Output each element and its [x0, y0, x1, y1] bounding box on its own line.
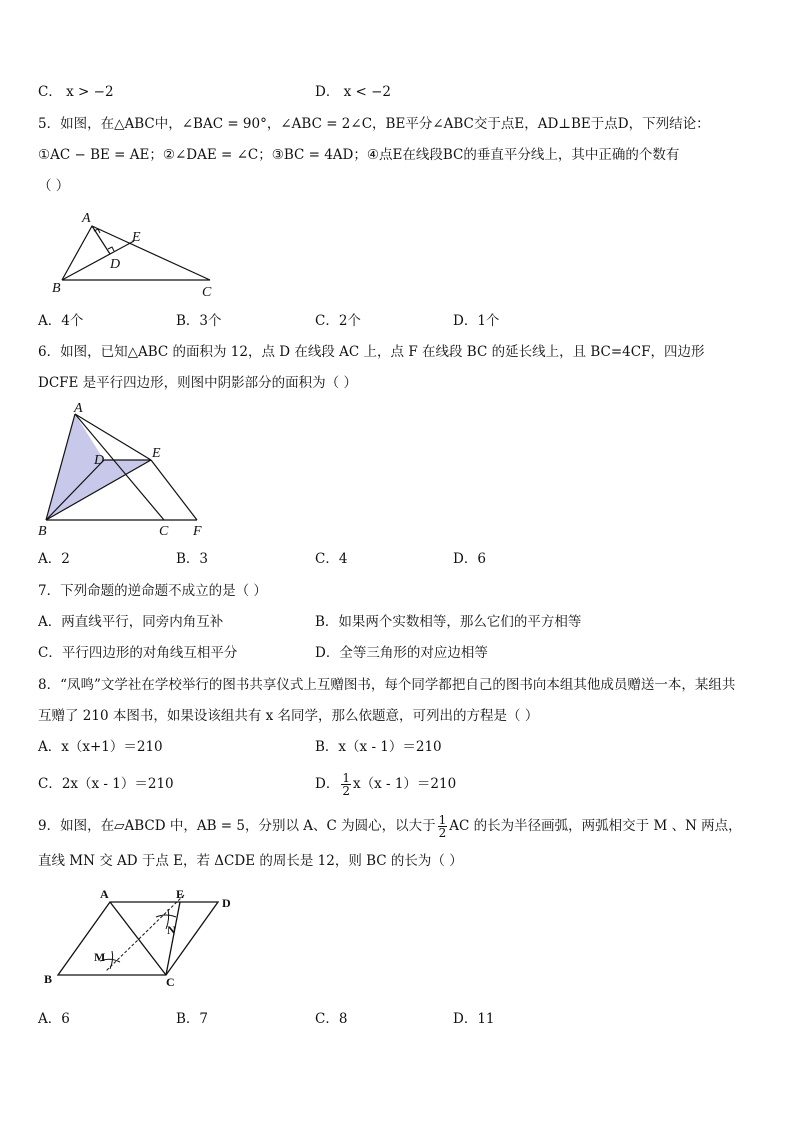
q9-stem-line2: 直线 MN 交 AD 于点 E，若 ΔCDE 的周长是 12，则 BC 的长为（ ）	[38, 853, 463, 869]
q4-option-c: C． x > −2	[38, 84, 114, 100]
q5-stem-line3: （ ）	[38, 178, 70, 194]
q9-stem-part-a: 9．如图，在▱ABCD 中，AB = 5，分别以 A、C 为圆心，以大于	[38, 818, 436, 834]
q7-option-b: B．如果两个实数相等，那么它们的平方相等	[315, 614, 582, 630]
q6-parallelogram-figure	[34, 400, 214, 540]
q5-option-a: A．4个	[38, 313, 84, 329]
q6-stem-line1: 6．如图，已知△ABC 的面积为 12，点 D 在线段 AC 上，点 F 在线段 BC 的延长线上，且 BC=4CF，四边形	[38, 344, 705, 360]
q6-option-d: D．6	[453, 551, 486, 567]
q8-option-d-prefix: D．	[315, 776, 340, 792]
q7-option-d: D．全等三角形的对应边相等	[315, 645, 488, 661]
q8-option-d-fraction	[341, 772, 351, 797]
q9-stem-line1	[38, 808, 742, 844]
q5-stem-line2: ①AC − BE = AE；②∠DAE = ∠C；③BC = 4AD；④点E在线段BC的垂直平分线上，其中正确的个数有	[38, 147, 680, 163]
q5-label-c: C	[202, 285, 212, 300]
q9-label-e: E	[176, 887, 185, 901]
q5-option-d: D．1个	[453, 313, 500, 329]
q6-stem-line2: DCFE 是平行四边形，则图中阴影部分的面积为（ ）	[38, 375, 357, 391]
q9-parallelogram-figure	[38, 887, 238, 992]
q9-stem-part-b: AC 的长为半径画弧，两弧相交于 M 、N 两点，	[449, 818, 742, 834]
q9-option-d: D．11	[453, 1011, 495, 1027]
q9-label-m: M	[94, 950, 106, 964]
q9-option-b: B．7	[176, 1011, 209, 1027]
q5-label-a: A	[82, 211, 91, 226]
q8-stem-line2: 互赠了 210 本图书，如果设该组共有 x 名同学，那么依题意，可列出的方程是（ ）	[38, 708, 539, 724]
q9-frac-numerator: 1	[438, 813, 447, 827]
q8-option-c: C．2x（x - 1）＝210	[38, 776, 174, 792]
q5-stem-line1: 5．如图，在△ABC中，∠BAC = 90°，∠ABC = 2∠C，BE平分∠ABC交于点E，AD⊥BE于点D，下列结论：	[38, 116, 710, 132]
q9-option-c: C．8	[315, 1011, 348, 1027]
q5-label-b: B	[52, 281, 61, 296]
q6-label-a: A	[74, 401, 83, 416]
q4-option-d: D． x < −2	[315, 84, 392, 100]
q8-option-d	[315, 766, 456, 802]
q5-option-b: B．3个	[176, 313, 222, 329]
q9-frac-denominator: 2	[438, 826, 447, 840]
q6-option-a: A．2	[38, 551, 70, 567]
q8-frac-numerator: 1	[342, 771, 350, 785]
q6-label-c: C	[159, 524, 169, 539]
q9-option-a: A．6	[38, 1011, 70, 1027]
q7-option-a: A．两直线平行，同旁内角互补	[38, 614, 224, 630]
q5-option-c: C．2个	[315, 313, 361, 329]
q6-label-b: B	[38, 524, 47, 539]
q7-option-c: C．平行四边形的对角线互相平分	[38, 645, 238, 661]
q8-frac-denominator: 2	[342, 784, 350, 798]
q6-label-f: F	[193, 524, 202, 539]
q6-option-b: B．3	[176, 551, 209, 567]
q5-label-e: E	[132, 230, 141, 245]
q8-option-b: B．x（x - 1）＝210	[315, 739, 442, 755]
q7-stem: 7．下列命题的逆命题不成立的是（ ）	[38, 583, 267, 599]
q6-option-c: C．4	[315, 551, 348, 567]
q8-option-d-rest: x（x - 1）＝210	[352, 776, 457, 792]
q9-fraction	[438, 814, 448, 839]
q9-label-n: N	[167, 923, 176, 937]
q9-label-d: D	[222, 896, 231, 910]
q8-stem-line1: 8．“凤鸣”文学社在学校举行的图书共享仪式上互赠图书，每个同学都把自己的图书向本组其他成员赠送一本，某组共	[38, 677, 736, 693]
q9-label-c: C	[166, 975, 175, 989]
q6-label-e: E	[152, 446, 161, 461]
q5-label-d: D	[110, 257, 121, 272]
q9-label-b: B	[44, 972, 53, 986]
q8-option-a: A．x（x+1）＝210	[38, 739, 163, 755]
q9-label-a: A	[100, 887, 109, 901]
q6-label-d: D	[94, 453, 105, 468]
q5-triangle-figure	[48, 208, 228, 300]
